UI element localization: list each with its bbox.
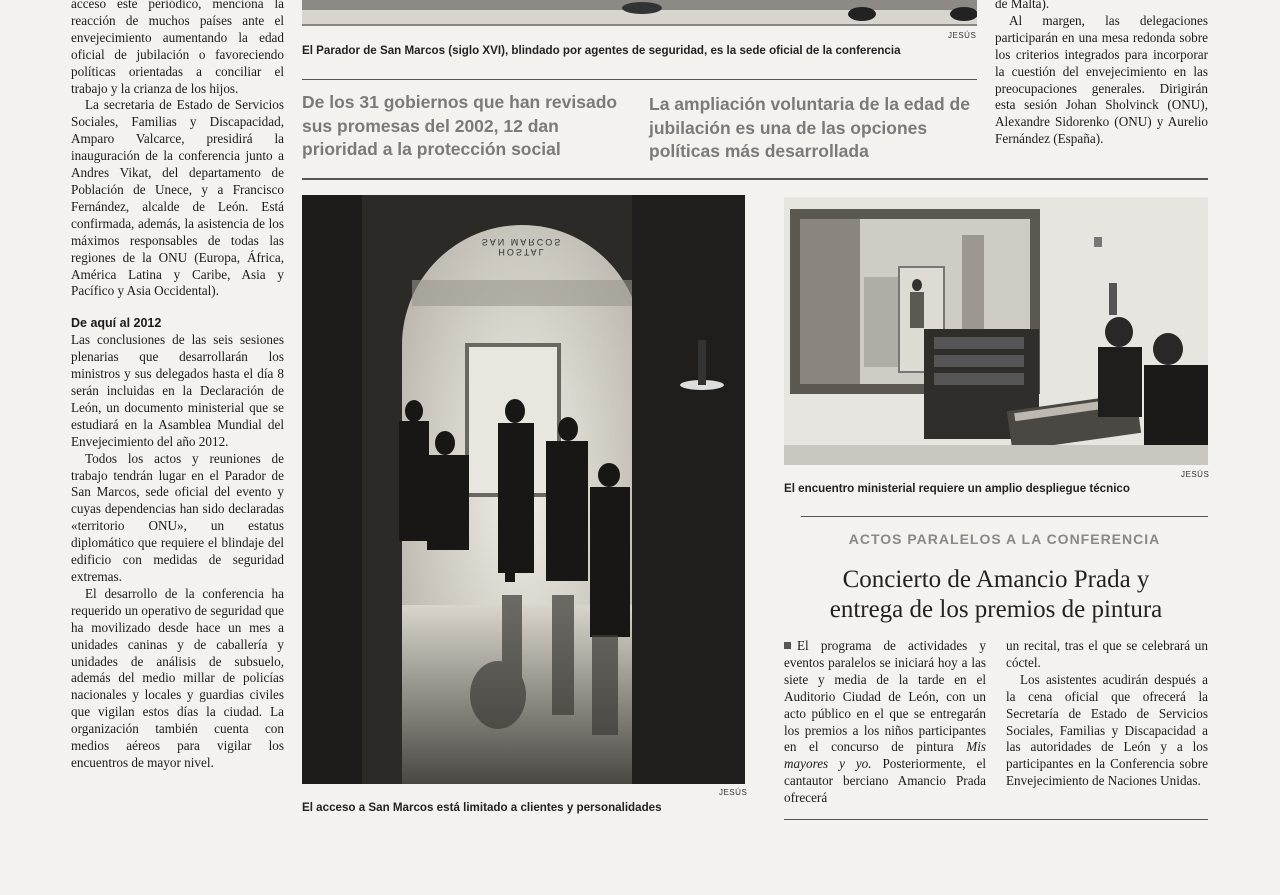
photo-credit: JESÚS — [948, 31, 977, 40]
sidebar-headline — [784, 565, 1208, 625]
left-column — [71, 0, 284, 772]
article-subhead: De aquí al 2012 — [71, 316, 162, 331]
article-paragraph — [784, 638, 986, 807]
pull-quote: La ampliación voluntaria de la edad de jubilación es una de las opciones políticas más desarrollada — [649, 94, 970, 161]
tech-photo-caption: El encuentro ministerial requiere un amplio despliegue técnico — [784, 482, 1130, 495]
article-paragraph: acceso este periódico, menciona la reacción de muchos países ante el envejecimiento aumentando la edad oficial de jubilación o favoreciendo políticas orientadas a conciliar el trabajo y la crianza de los hijos. — [71, 0, 284, 96]
divider — [302, 178, 1208, 180]
photo-credit: JESÚS — [1181, 470, 1210, 479]
divider — [302, 79, 977, 80]
arch-photo-image — [302, 195, 745, 784]
article-paragraph: La secretaria de Estado de Servicios Sociales, Familias y Discapacidad, Amparo Valcarce, presidirá la inauguración de la conferencia junto a Andres Vikat, del departamento de Población de Unece, y a Francisco Fernández, alcalde de León. Está confirmada, además, la asistencia de los máximos responsables de todas las regiones de la ONU (Europa, África, América Latina y Caribe, Asia y Pacífico y Asia Occidental). — [71, 97, 284, 299]
article-paragraph: de Malta). — [995, 0, 1050, 11]
arch-sign-line: HOSTAL — [498, 247, 546, 257]
top-photo-caption: El Parador de San Marcos (siglo XVI), blindado por agentes de seguridad, es la sede oficial de la conferencia — [302, 44, 901, 57]
bullet-square-icon — [784, 642, 791, 649]
sidebar-kicker: ACTOS PARALELOS A LA CONFERENCIA — [848, 531, 1161, 547]
sidebar-column-1 — [784, 638, 986, 807]
article-paragraph: un recital, tras el que se celebrará un cóctel. — [1006, 638, 1208, 670]
top-photo — [302, 0, 977, 26]
pull-quote: De los 31 gobiernos que han revisado sus promesas del 2002, 12 dan prioridad a la protección social — [302, 92, 618, 159]
article-paragraph: Todos los actos y reuniones de trabajo tendrán lugar en el Parador de San Marcos, sede oficial del evento y cuyas dependencias han sido declaradas «territorio ONU», un estatus diplomático que requiere el blindaje del edificio con medidas de seguridad extremas. — [71, 450, 284, 584]
tech-photo — [784, 197, 1208, 465]
sidebar-italic-title: Mis mayores y yo. — [784, 739, 987, 772]
top-photo-image — [302, 0, 977, 26]
article-paragraph: Los asistentes acudirán después a la cena oficial que ofrecerá la Secretaría de Estado de Servicios Sociales, Familias y Discapacidad a las autoridades de León y a los participantes en la Conferencia sobre Envejecimiento de Naciones Unidas. — [1006, 671, 1208, 789]
photo-credit: JESÚS — [719, 788, 748, 797]
sidebar-text: Posteriormente, el cantautor berciano Amancio Prada ofrecerá — [784, 756, 986, 806]
sidebar-text: El programa de actividades y eventos paralelos se iniciará hoy a las siete y media de la tarde en el Auditorio Ciudad de León, con un acto público en el que se entregarán los premios a los niños participantes en el concurso de pintura — [784, 638, 986, 755]
arch-photo — [302, 195, 745, 784]
headline-line: Concierto de Amancio Prada y — [842, 566, 1150, 593]
right-column — [995, 0, 1208, 148]
arch-sign — [452, 237, 592, 257]
headline-line: entrega de los premios de pintura — [829, 596, 1163, 623]
sidebar-column-2 — [1006, 638, 1208, 790]
article-paragraph: Las conclusiones de las seis sesiones plenarias que desarrollarán los ministros y sus delegados hasta el día 8 serán incluidas en la Declaración de León, un documento ministerial que se estudiará en la Asamblea Mundial del Envejecimiento del año 2012. — [71, 332, 284, 449]
divider — [784, 819, 1208, 820]
divider — [801, 516, 1208, 517]
article-paragraph: Al margen, las delegaciones participarán en una mesa redonda sobre los criterios integrados para incorporar la cuestión del envejecimiento en las preocupaciones generales. Dirigirán esta sesión Johan Sholvinck (ONU), Alexandre Sidorenko (ONU) y Aurelio Fernández (España). — [995, 12, 1208, 147]
arch-photo-caption: El acceso a San Marcos está limitado a clientes y personalidades — [302, 801, 662, 814]
tech-photo-image — [784, 197, 1208, 465]
arch-sign-line: SAN MARCOS — [481, 237, 563, 247]
article-paragraph: El desarrollo de la conferencia ha requerido un operativo de seguridad que ha movilizado desde hace un mes a unidades caninas y de caballería y unidades de análisis de subsuelo, además del medio millar de policías nacionales y locales y guardias civiles que vigilan estos días la ciudad. La organización también cuenta con medios aéreos para vigilar los encuentros de mayor nivel. — [71, 585, 284, 770]
